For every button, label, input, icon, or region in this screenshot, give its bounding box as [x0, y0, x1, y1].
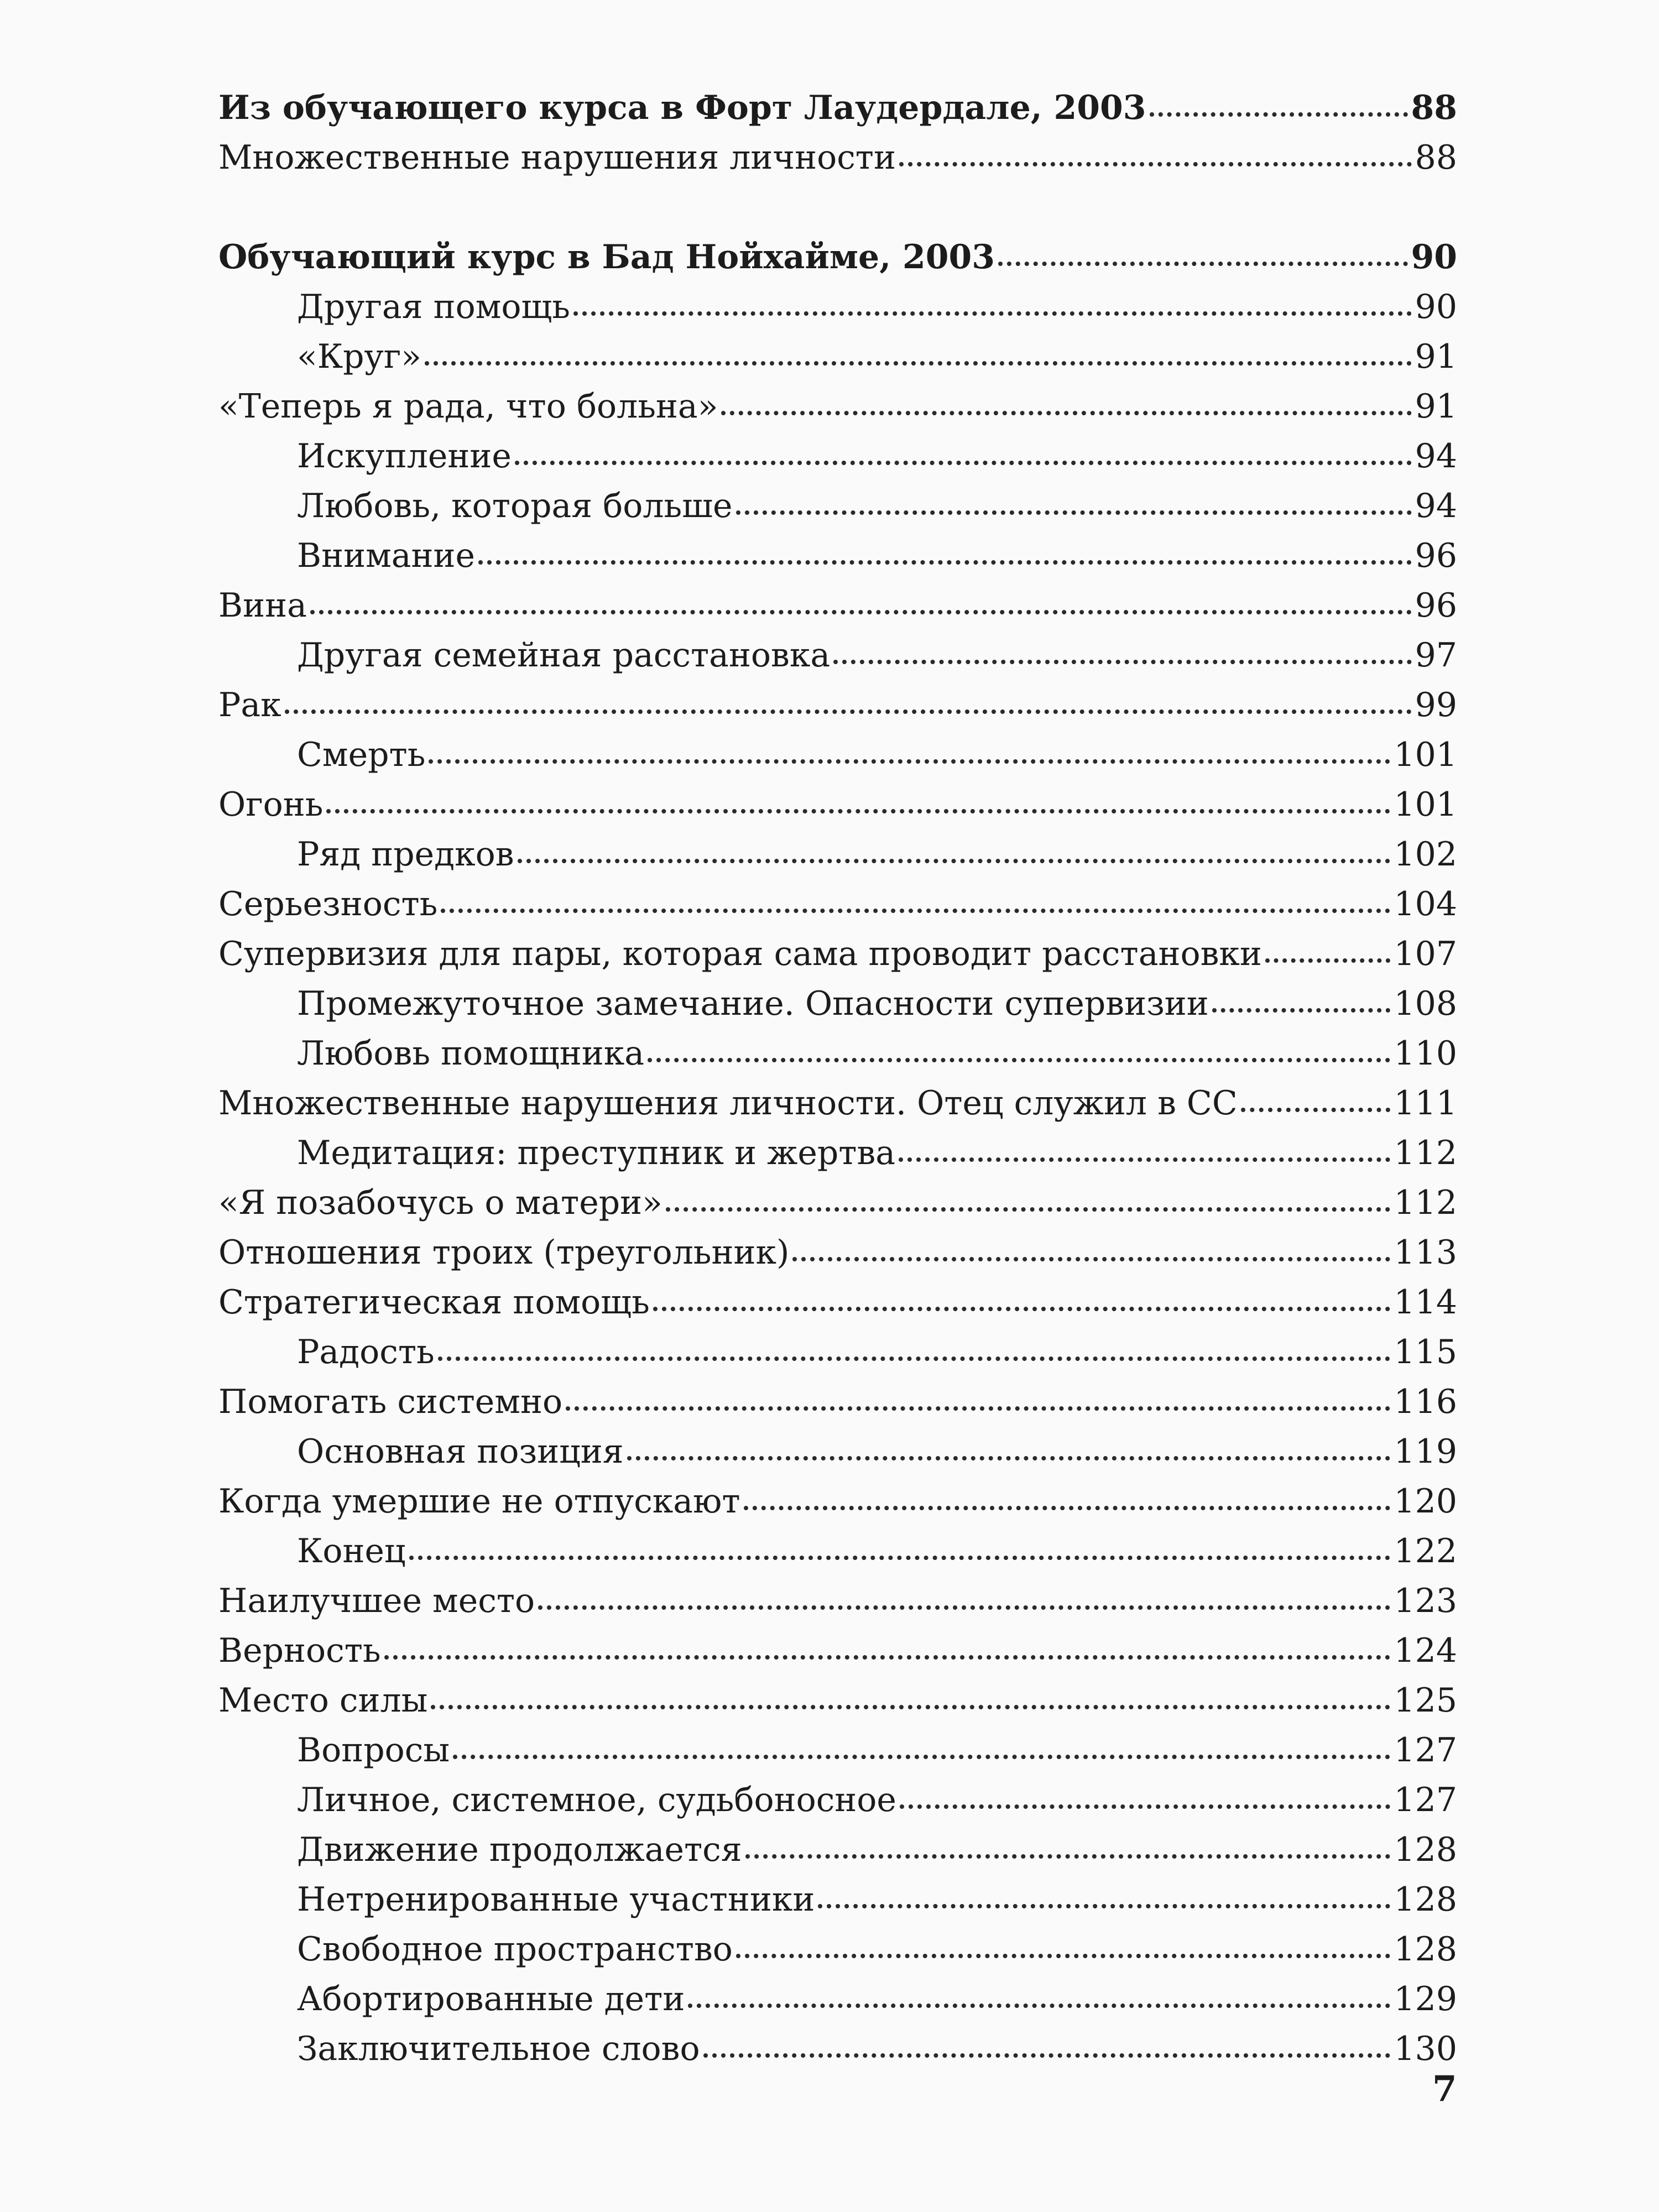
toc-entry-page: 96 — [1415, 586, 1457, 625]
toc-entry-title: Место силы — [218, 1681, 428, 1720]
toc-entry[interactable] — [218, 2024, 1457, 2074]
toc-entry-page: 110 — [1394, 1034, 1457, 1073]
toc-entry[interactable] — [218, 830, 1457, 879]
toc-leader-dots — [310, 610, 1412, 614]
toc-leader-dots — [899, 1157, 1390, 1162]
toc-entry-page: 114 — [1394, 1283, 1457, 1322]
toc-entry-page: 120 — [1394, 1482, 1457, 1521]
toc-entry[interactable] — [218, 1228, 1457, 1277]
toc-leader-dots — [899, 162, 1412, 166]
toc-leader-dots — [627, 1456, 1391, 1460]
toc-leader-dots — [441, 909, 1390, 913]
toc-leader-dots — [653, 1307, 1391, 1311]
table-of-contents — [218, 83, 1457, 2074]
toc-leader-dots — [438, 1357, 1391, 1361]
toc-leader-dots — [429, 759, 1390, 764]
toc-entry-title: Свободное пространство — [297, 1930, 733, 1969]
toc-entry[interactable] — [218, 382, 1457, 431]
toc-leader-dots — [666, 1207, 1391, 1212]
toc-entry[interactable] — [218, 581, 1457, 630]
toc-leader-dots — [736, 1954, 1391, 1958]
toc-entry-page: 101 — [1394, 785, 1457, 824]
toc-entry[interactable] — [218, 83, 1457, 133]
toc-leader-dots — [566, 1406, 1390, 1411]
toc-entry[interactable] — [218, 680, 1457, 730]
toc-leader-dots — [998, 262, 1408, 266]
toc-leader-dots — [745, 1854, 1391, 1859]
toc-leader-dots — [409, 1556, 1391, 1560]
toc-entry-title: Личное, системное, судьбоносное — [297, 1781, 896, 1819]
toc-leader-dots — [792, 1257, 1390, 1261]
toc-entry-page: 94 — [1415, 487, 1457, 525]
toc-entry-page: 90 — [1415, 288, 1457, 326]
page-number: 7 — [1432, 2068, 1457, 2110]
toc-entry-page: 97 — [1415, 636, 1457, 675]
toc-entry[interactable] — [218, 1327, 1457, 1377]
toc-entry-title: «Теперь я рада, что больна» — [218, 387, 718, 426]
toc-entry-page: 113 — [1394, 1233, 1457, 1272]
toc-leader-dots — [326, 809, 1390, 813]
toc-leader-dots — [703, 2053, 1391, 2058]
toc-entry[interactable] — [218, 1825, 1457, 1875]
toc-entry-page: 127 — [1394, 1731, 1457, 1770]
toc-entry[interactable] — [218, 1875, 1457, 1924]
toc-entry[interactable] — [218, 1277, 1457, 1327]
toc-entry-title: Огонь — [218, 785, 324, 824]
toc-entry-title: Рак — [218, 686, 281, 724]
toc-entry-title: Множественные нарушения личности. Отец служил в СС — [218, 1084, 1238, 1123]
toc-leader-dots — [1150, 112, 1408, 117]
toc-entry-title: Абортированные дети — [297, 1980, 685, 2018]
toc-leader-dots — [648, 1058, 1390, 1062]
toc-entry[interactable] — [218, 1029, 1457, 1078]
toc-leader-dots — [538, 1605, 1390, 1610]
toc-entry-page: 112 — [1394, 1134, 1457, 1172]
toc-entry-title: Конец — [297, 1532, 406, 1571]
toc-entry-page: 119 — [1394, 1432, 1457, 1471]
toc-entry-page: 102 — [1394, 835, 1457, 874]
toc-entry[interactable] — [218, 332, 1457, 382]
toc-entry-page: 99 — [1415, 686, 1457, 724]
toc-entry[interactable] — [218, 1178, 1457, 1228]
toc-entry-page: 123 — [1394, 1582, 1457, 1620]
toc-entry-title: Заключительное слово — [297, 2030, 700, 2068]
toc-entry-page: 112 — [1394, 1183, 1457, 1222]
toc-entry-page: 122 — [1394, 1532, 1457, 1571]
toc-entry-title: Вопросы — [297, 1731, 450, 1770]
toc-entry-page: 128 — [1394, 1830, 1457, 1869]
toc-entry-title: Из обучающего курса в Форт Лаудердале, 2003 — [218, 88, 1146, 127]
toc-leader-dots — [833, 660, 1412, 664]
toc-entry-title: Промежуточное замечание. Опасности супервизии — [297, 984, 1209, 1023]
toc-entry-page: 115 — [1394, 1333, 1457, 1371]
toc-leader-dots — [688, 2004, 1390, 2008]
toc-entry[interactable] — [218, 1974, 1457, 2024]
toc-entry[interactable] — [218, 780, 1457, 830]
toc-entry-title: Любовь помощника — [297, 1034, 645, 1073]
toc-entry-title: Внимание — [297, 536, 476, 575]
toc-entry-page: 88 — [1415, 138, 1457, 177]
toc-entry-title: Серьезность — [218, 885, 438, 924]
toc-entry[interactable] — [218, 1924, 1457, 1974]
toc-entry-page: 88 — [1411, 88, 1457, 127]
toc-entry-title: Наилучшее место — [218, 1582, 535, 1620]
toc-entry-title: Ряд предков — [297, 835, 514, 874]
toc-entry[interactable] — [218, 1427, 1457, 1477]
toc-entry-title: Когда умершие не отпускают — [218, 1482, 740, 1521]
toc-entry-page: 111 — [1394, 1084, 1457, 1123]
toc-leader-dots — [736, 510, 1412, 515]
toc-entry-page: 129 — [1394, 1980, 1457, 2018]
toc-leader-dots — [818, 1904, 1390, 1908]
toc-entry[interactable] — [218, 133, 1457, 182]
toc-entry-title: Смерть — [297, 735, 426, 774]
toc-entry-page: 108 — [1394, 984, 1457, 1023]
toc-entry-title: Радость — [297, 1333, 435, 1371]
toc-leader-dots — [721, 411, 1411, 415]
toc-entry[interactable] — [218, 232, 1457, 282]
toc-entry-page: 124 — [1394, 1631, 1457, 1670]
toc-entry[interactable] — [218, 1576, 1457, 1626]
toc-leader-dots — [453, 1755, 1390, 1759]
toc-entry-title: Нетренированные участники — [297, 1880, 815, 1919]
toc-entry-title: Верность — [218, 1631, 381, 1670]
toc-entry-title: Другая семейная расстановка — [297, 636, 831, 675]
toc-entry-page: 116 — [1394, 1383, 1457, 1421]
toc-entry-title: Стратегическая помощь — [218, 1283, 650, 1322]
toc-entry[interactable] — [218, 1078, 1457, 1128]
toc-leader-dots — [515, 461, 1412, 465]
toc-entry[interactable] — [218, 1526, 1457, 1576]
toc-leader-dots — [744, 1506, 1391, 1510]
toc-entry-title: Вина — [218, 586, 307, 625]
toc-entry[interactable] — [218, 929, 1457, 979]
toc-entry-page: 96 — [1415, 536, 1457, 575]
toc-entry-title: Помогать системно — [218, 1383, 563, 1421]
toc-entry[interactable] — [218, 481, 1457, 531]
toc-entry-page: 101 — [1394, 735, 1457, 774]
toc-entry-title: Другая помощь — [297, 288, 570, 326]
toc-entry-page: 90 — [1411, 238, 1457, 276]
toc-entry[interactable] — [218, 431, 1457, 481]
toc-entry[interactable] — [218, 1477, 1457, 1526]
toc-leader-dots — [431, 1705, 1390, 1709]
toc-entry-title: «Я позабочусь о матери» — [218, 1183, 662, 1222]
toc-leader-dots — [518, 859, 1391, 863]
toc-entry[interactable] — [218, 979, 1457, 1029]
toc-entry[interactable] — [218, 879, 1457, 929]
toc-entry-page: 128 — [1394, 1930, 1457, 1969]
toc-entry-title: Отношения троих (треугольник) — [218, 1233, 790, 1272]
toc-entry-title: Множественные нарушения личности — [218, 138, 896, 177]
toc-entry-title: «Круг» — [297, 337, 421, 376]
toc-leader-dots — [900, 1804, 1391, 1809]
toc-leader-dots — [285, 709, 1412, 714]
toc-entry-title: Супервизия для пары, которая сама проводит расстановки — [218, 935, 1262, 973]
toc-entry-title: Медитация: преступник и жертва — [297, 1134, 896, 1172]
toc-leader-dots — [478, 560, 1412, 565]
toc-entry-page: 128 — [1394, 1880, 1457, 1919]
toc-entry[interactable] — [218, 1626, 1457, 1676]
toc-leader-dots — [384, 1655, 1391, 1660]
toc-entry-title: Обучающий курс в Бад Нойхайме, 2003 — [218, 238, 995, 276]
toc-entry[interactable] — [218, 282, 1457, 332]
toc-leader-dots — [1241, 1108, 1391, 1112]
toc-entry[interactable] — [218, 730, 1457, 780]
toc-entry-page: 91 — [1415, 387, 1457, 426]
toc-entry-page: 127 — [1394, 1781, 1457, 1819]
toc-entry-title: Основная позиция — [297, 1432, 624, 1471]
toc-entry-title: Движение продолжается — [297, 1830, 742, 1869]
toc-entry-page: 91 — [1415, 337, 1457, 376]
toc-entry[interactable] — [218, 1775, 1457, 1825]
toc-entry-page: 104 — [1394, 885, 1457, 924]
toc-leader-dots — [1212, 1008, 1391, 1013]
toc-entry[interactable] — [218, 1725, 1457, 1775]
toc-entry-page: 130 — [1394, 2030, 1457, 2068]
toc-leader-dots — [1265, 958, 1391, 963]
toc-entry[interactable] — [218, 630, 1457, 680]
toc-leader-dots — [425, 361, 1412, 366]
toc-entry[interactable] — [218, 531, 1457, 581]
toc-entry[interactable] — [218, 1676, 1457, 1725]
toc-entry-title: Любовь, которая больше — [297, 487, 733, 525]
toc-entry-page: 125 — [1394, 1681, 1457, 1720]
toc-entry-title: Искупление — [297, 437, 512, 476]
toc-leader-dots — [573, 311, 1412, 316]
toc-entry[interactable] — [218, 1128, 1457, 1178]
toc-entry-page: 107 — [1394, 935, 1457, 973]
toc-entry[interactable] — [218, 1377, 1457, 1427]
toc-entry-page: 94 — [1415, 437, 1457, 476]
